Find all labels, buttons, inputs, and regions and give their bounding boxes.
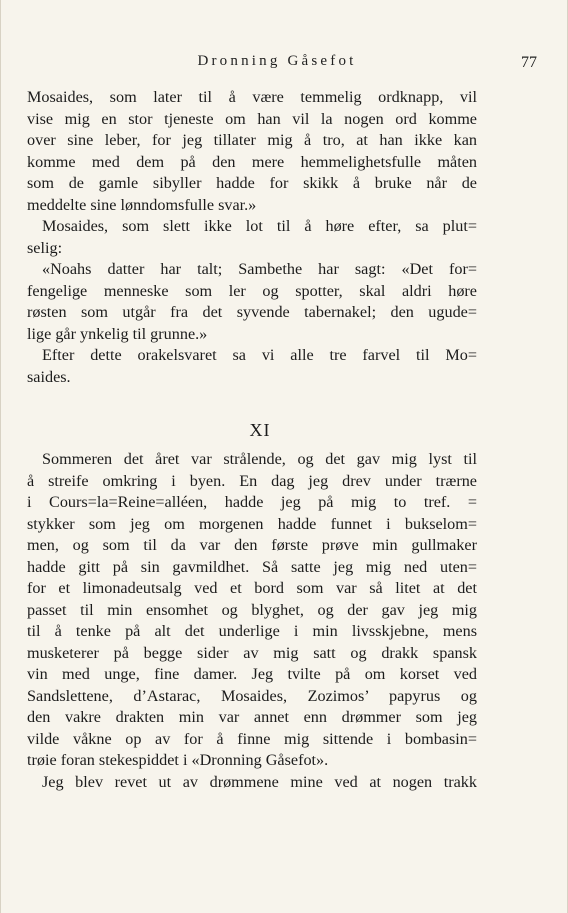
chapter-number: XI <box>249 420 271 440</box>
text-line: den vakre drakten min var annet enn drømmer som jeg <box>27 708 477 726</box>
text-line: som de gamle sibyller hadde for skikk å bruke når de <box>27 174 477 192</box>
text-line: trøie foran stekespiddet i «Dronning Gåsefot». <box>27 751 329 769</box>
text-line: hadde gitt på sin gavmildhet. Så satte jeg mig ned uten= <box>27 557 477 576</box>
text-line: vilde våkne op av for å finne mig sittende i bombasin= <box>27 729 477 748</box>
text-line: Mosaides, som later til å være temmelig ordknapp, vil <box>27 88 477 106</box>
text-line: komme med dem på den mere hemmelighetsfulle måten <box>27 152 477 171</box>
text-line: røsten som utgår fra det syvende tabernakel; den ugude= <box>27 303 477 321</box>
text-line: Sommeren det året var strålende, og det gav mig lyst til <box>42 450 477 468</box>
text-line: i Cours=la=Reine=alléen, hadde jeg på mig to tref. = <box>27 493 477 511</box>
text-line: å streife omkring i byen. En dag jeg drev under trærne <box>27 471 477 490</box>
text-line: vise mig en stor tjeneste om han vil la nogen ord komme <box>27 109 477 128</box>
text-line: vin med unge, fine damer. Jeg tvilte på om korset ved <box>27 665 477 683</box>
text-line: Sandslettene, d’Astarac, Mosaides, Zozimos’ papyrus og <box>27 686 477 705</box>
text-line: fengelige menneske som ler og spotter, skal aldri høre <box>27 281 477 300</box>
text-line: Efter dette orakelsvaret sa vi alle tre farvel til Mo= <box>42 346 477 364</box>
text-line: for et limonadeutsalg ved et bord som var så litet at det <box>27 579 477 597</box>
chapter-heading <box>1 420 501 441</box>
text-line: musketerer på begge sider av mig satt og drakk spansk <box>27 643 477 662</box>
text-line: til å tenke på alt det underlige i min livsskjebne, mens <box>27 622 477 640</box>
text-line: passet til min ensomhet og blyghet, og der gav jeg mig <box>27 600 477 619</box>
text-line: Jeg blev revet ut av drømmene mine ved at nogen trakk <box>42 772 477 791</box>
page-number: 77 <box>521 54 537 71</box>
text-line: selig: <box>27 238 63 257</box>
text-line: saides. <box>27 367 71 386</box>
body-text-top <box>27 87 477 388</box>
text-line: lige går ynkelig til grunne.» <box>27 324 208 343</box>
running-title: Dronning Gåsefot <box>197 53 357 69</box>
text-line: over sine leber, for jeg tillater mig å tro, at han ikke kan <box>27 131 477 149</box>
text-line: «Noahs datter har talt; Sambethe har sagt: «Det for= <box>42 260 477 278</box>
text-line: stykker som jeg om morgenen hadde funnet i bukselom= <box>27 514 477 533</box>
text-line: men, og som til da var den første prøve min gullmaker <box>27 536 477 554</box>
text-line: meddelte sine lønndomsfulle svar.» <box>27 195 257 214</box>
text-line: Mosaides, som slett ikke lot til å høre efter, sa plut= <box>42 217 477 235</box>
body-text-chapter-xi <box>27 449 477 793</box>
